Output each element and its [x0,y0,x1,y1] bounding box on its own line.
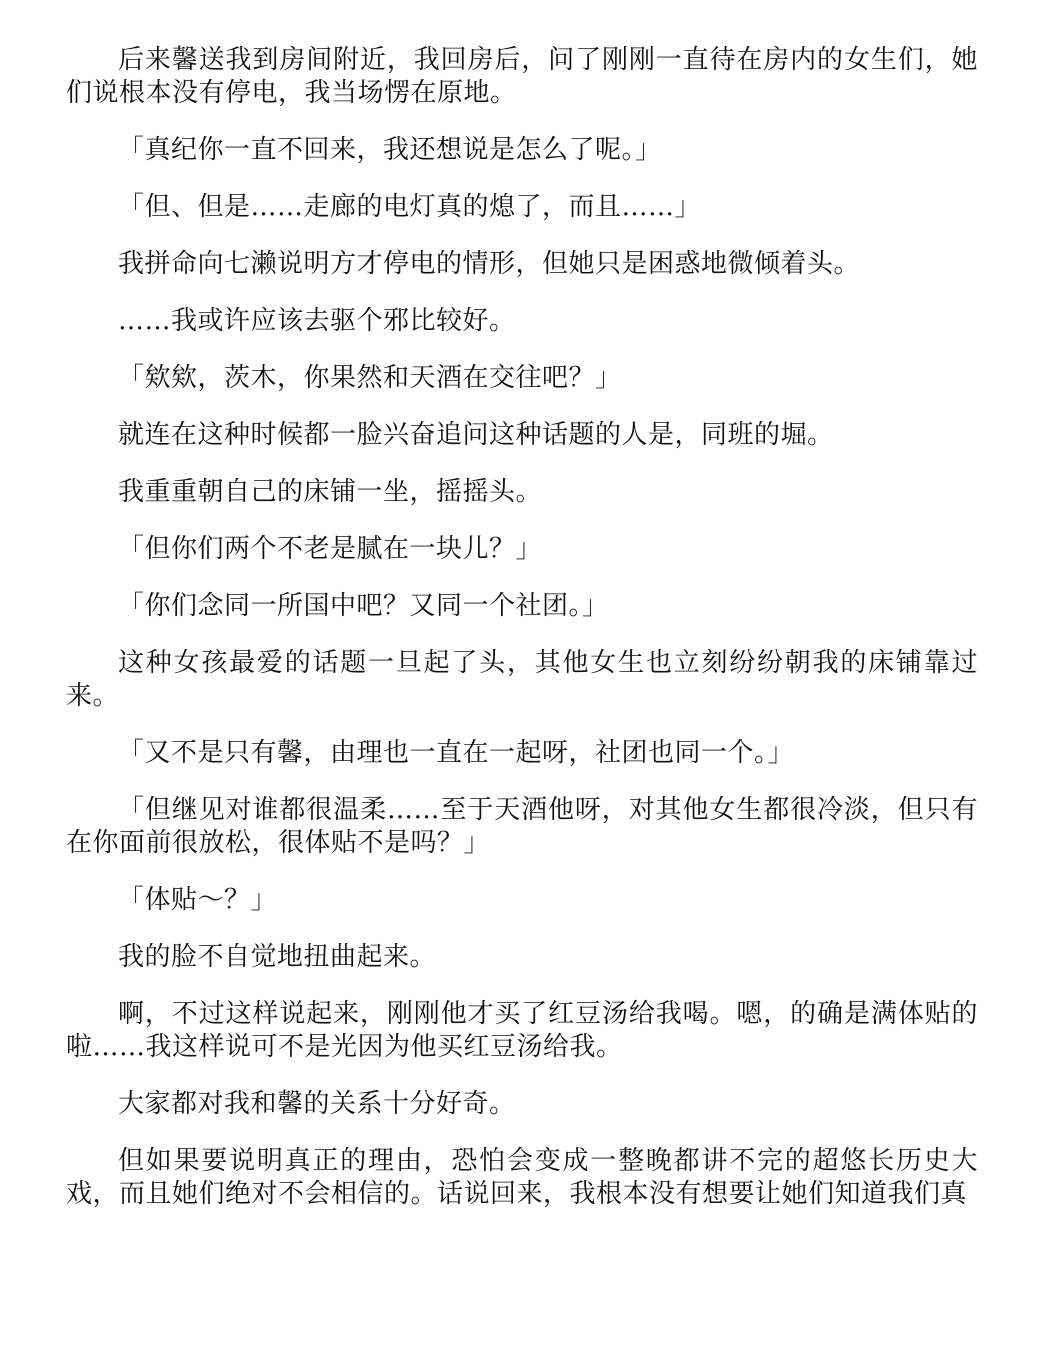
paragraph: ……我或许应该去驱个邪比较好。 [118,306,516,336]
paragraph: 大家都对我和馨的关系十分好奇。 [118,1089,516,1119]
paragraph: 「真纪你一直不回来，我还想说是怎么了呢。」 [118,135,662,165]
paragraph: 但如果要说明真正的理由，恐怕会变成一整晚都讲不完的超悠长历史大戏，而且她们绝对不会相信的。话说回来，我根本没有想要让她们知道我们真 [66,1146,978,1209]
paragraph: 啊，不过这样说起来，刚刚他才买了红豆汤给我喝。嗯，的确是满体贴的啦……我这样说可不是光因为他买红豆汤给我。 [66,999,978,1062]
paragraph: 这种女孩最爱的话题一旦起了头，其他女生也立刻纷纷朝我的床铺靠过来。 [66,648,978,711]
paragraph: 「但、但是……走廊的电灯真的熄了，而且……」 [118,192,702,222]
paragraph: 「但你们两个不老是腻在一块儿？」 [118,534,543,564]
paragraph: 我拼命向七濑说明方才停电的情形，但她只是困惑地微倾着头。 [118,249,861,279]
page-text [66,44,978,1235]
paragraph: 「你们念同一所国中吧？又同一个社团。」 [118,591,609,621]
paragraph: 我重重朝自己的床铺一坐，摇摇头。 [118,477,543,507]
paragraph: 就连在这种时候都一脸兴奋追问这种话题的人是，同班的堀。 [118,420,834,450]
paragraph: 后来馨送我到房间附近，我回房后，问了刚刚一直待在房内的女生们，她们说根本没有停电，我当场愣在原地。 [66,45,978,108]
paragraph: 「欸欸，茨木，你果然和天酒在交往吧？」 [118,363,622,393]
paragraph: 「但继见对谁都很温柔……至于天酒他呀，对其他女生都很冷淡，但只有在你面前很放松，很体贴不是吗？」 [66,795,978,858]
paragraph: 我的脸不自觉地扭曲起来。 [118,942,437,972]
paragraph: 「又不是只有馨，由理也一直在一起呀，社团也同一个。」 [118,738,795,768]
paragraph: 「体贴～？」 [118,885,278,915]
